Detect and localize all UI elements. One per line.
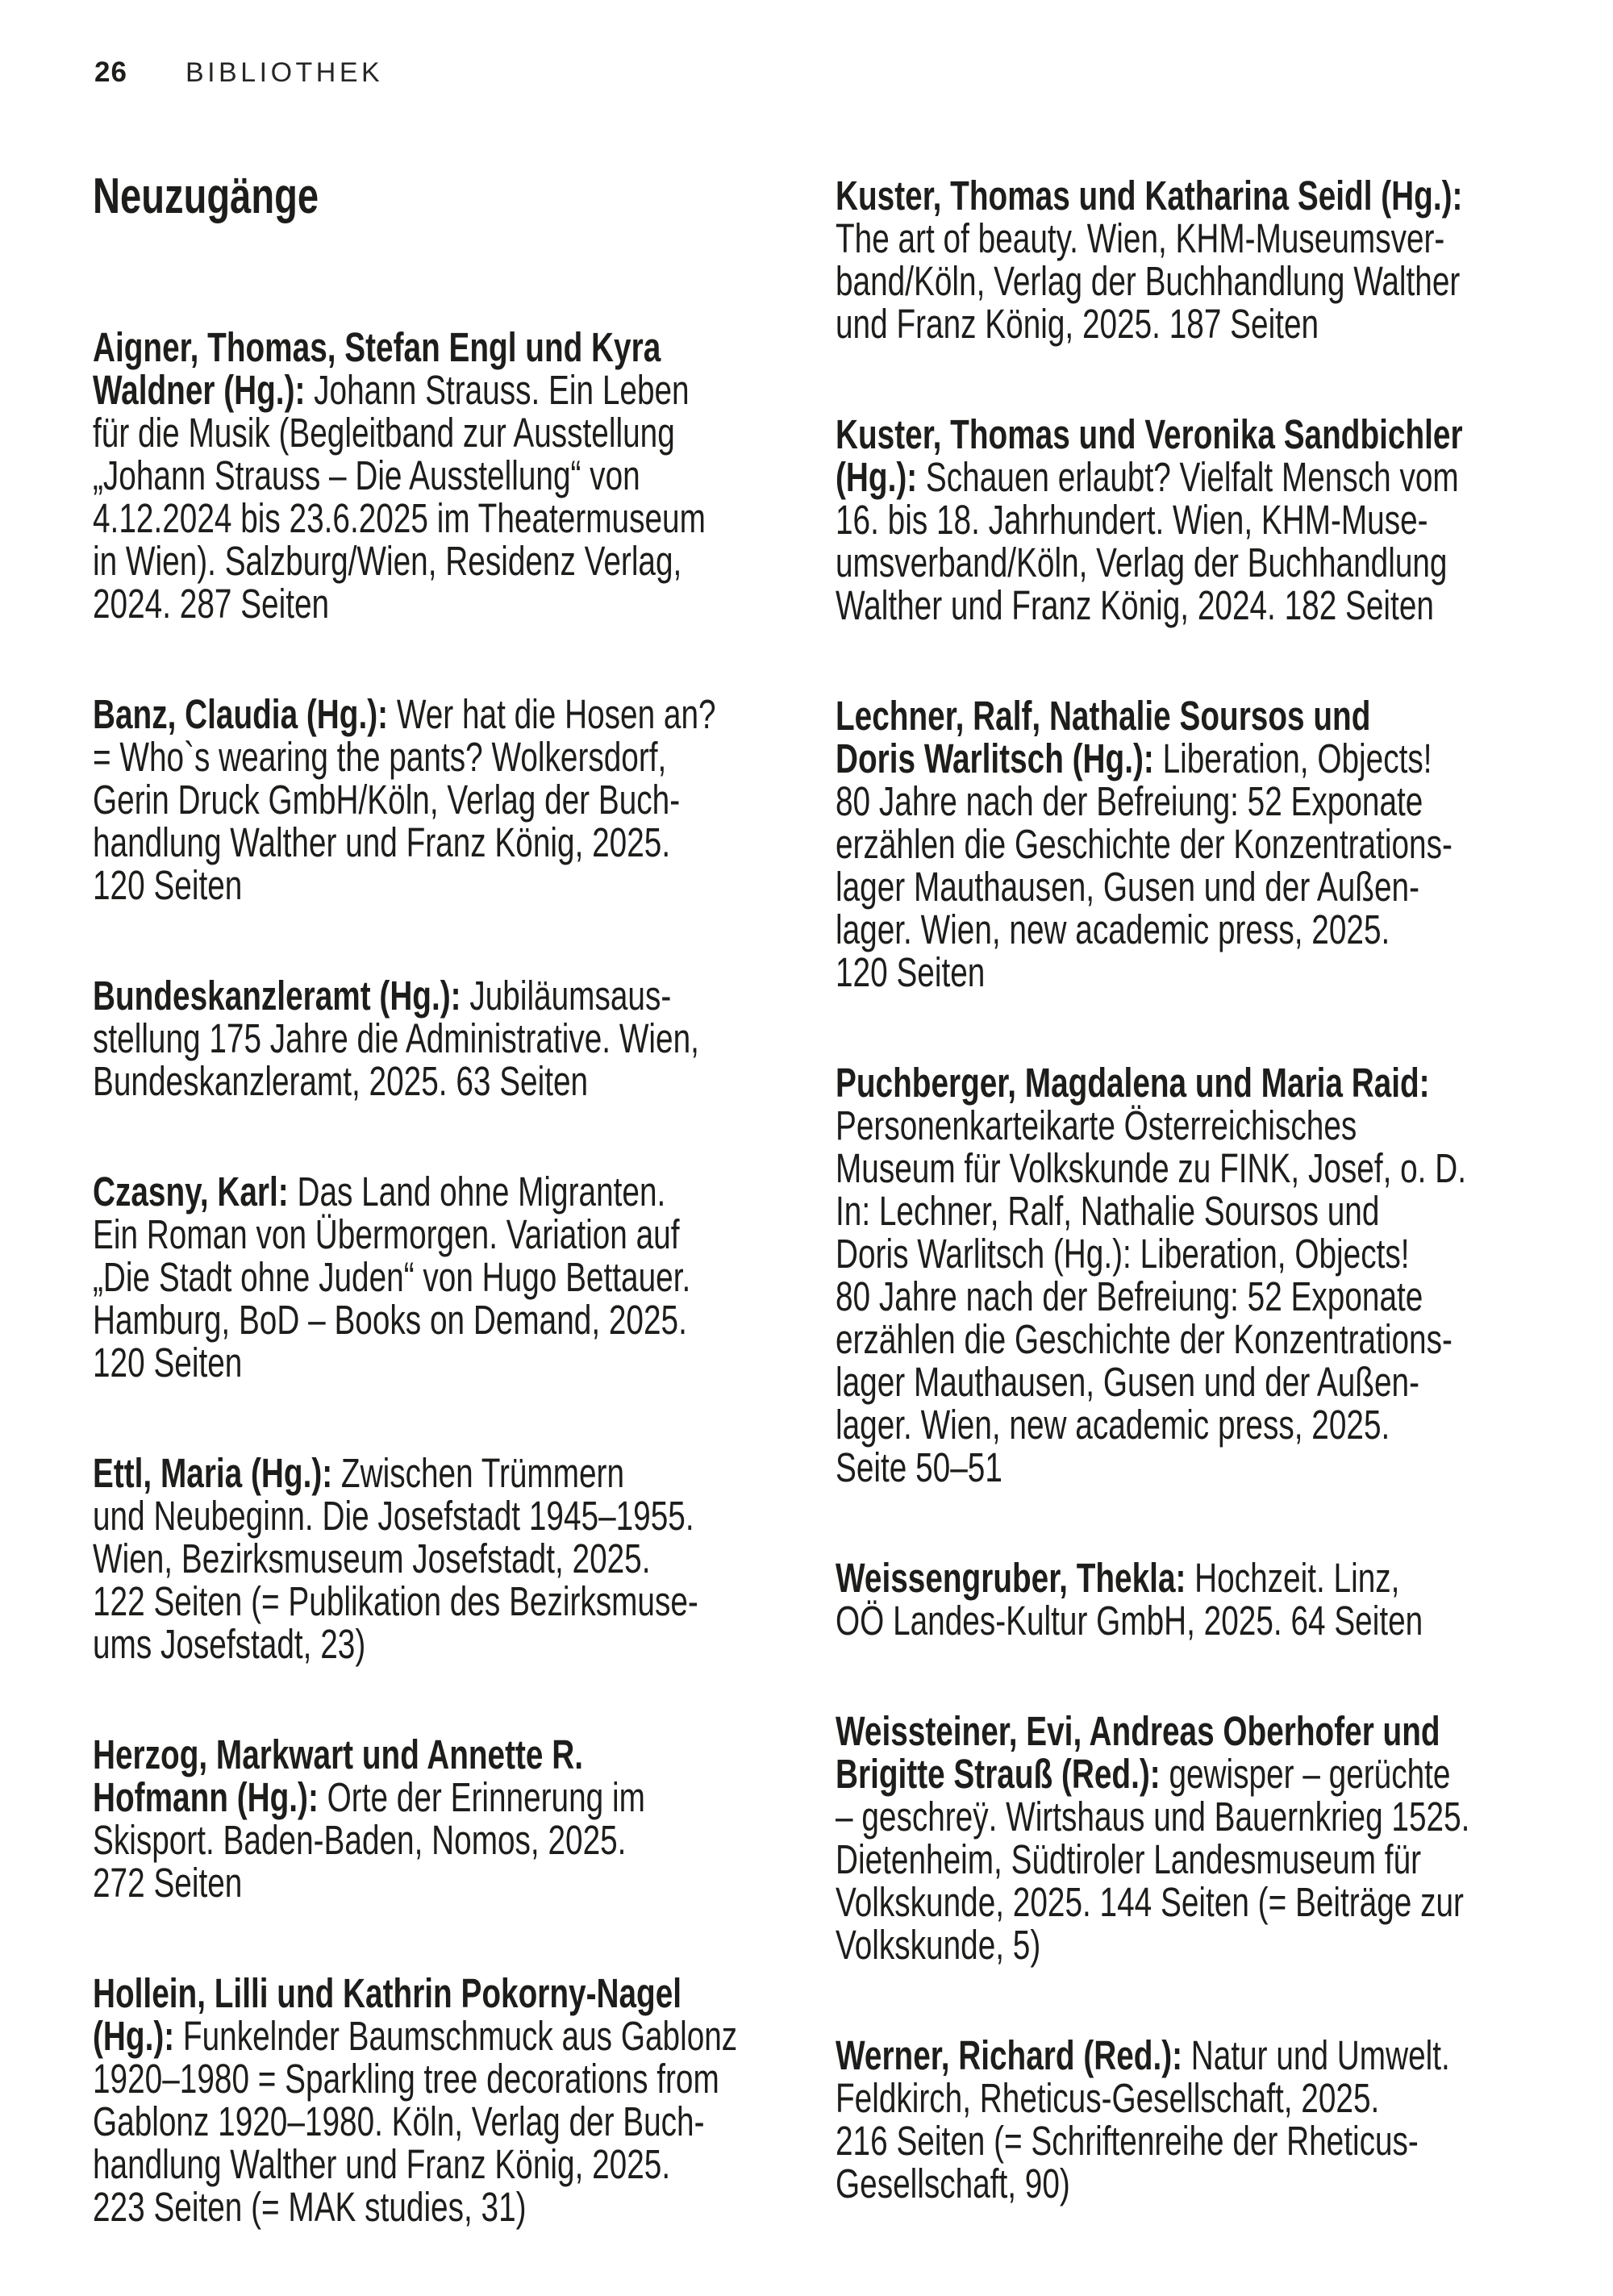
entry-text: Hamburg, BoD – Books on Demand, 2025.	[93, 1297, 687, 1343]
entry-text: Jubiläumsaus-	[469, 973, 672, 1019]
entry-author: Kuster, Thomas und Veronika Sandbichler	[836, 411, 1463, 457]
bibliography-column-left	[93, 171, 816, 2296]
entry-line	[93, 2015, 816, 2057]
entry-line	[836, 1838, 1559, 1881]
entry-text: erzählen die Geschichte der Konzentrations-	[836, 821, 1453, 867]
entry-line	[836, 908, 1559, 951]
entry-line	[836, 302, 1559, 345]
entry-line	[93, 735, 816, 778]
entry-text: und Franz König, 2025. 187 Seiten	[836, 301, 1319, 347]
entry-text: handlung Walther und Franz König, 2025.	[93, 819, 671, 865]
entry-text: Doris Warlitsch (Hg.): Liberation, Objects!	[836, 1231, 1410, 1277]
entry-text: 80 Jahre nach der Befreiung: 52 Exponate	[836, 778, 1423, 824]
bibliography-entry	[93, 1733, 816, 1904]
entry-text: Wer hat die Hosen an?	[396, 691, 716, 737]
entry-text: gewisper – gerüchte	[1169, 1751, 1451, 1797]
entry-text: „Johann Strauss – Die Ausstellung“ von	[93, 452, 640, 498]
entry-text: Gesellschaft, 90)	[836, 2161, 1070, 2206]
entry-line	[93, 1256, 816, 1298]
entry-line	[93, 1733, 816, 1776]
entry-line	[836, 2162, 1559, 2205]
entry-text: ums Josefstadt, 23)	[93, 1621, 366, 1667]
entry-author: Doris Warlitsch (Hg.):	[836, 735, 1163, 781]
entry-text: lager. Wien, new academic press, 2025.	[836, 1402, 1390, 1448]
entry-text: Zwischen Trümmern	[340, 1450, 625, 1496]
entry-author: Aigner, Thomas, Stefan Engl und Kyra	[93, 324, 661, 370]
entry-line	[836, 780, 1559, 823]
bibliography-entry	[836, 1710, 1559, 1966]
entry-line	[836, 1881, 1559, 1923]
entry-text: für die Musik (Begleitband zur Ausstellung	[93, 410, 675, 456]
bibliography-column-right	[836, 174, 1559, 2273]
bibliography-entry	[836, 1556, 1559, 1642]
page-header	[94, 56, 383, 89]
entry-line	[836, 260, 1559, 302]
entry-text: Johann Strauss. Ein Leben	[314, 367, 690, 413]
entry-line	[93, 1623, 816, 1665]
entry-text: 2024. 287 Seiten	[93, 581, 330, 627]
entry-line	[93, 2057, 816, 2100]
entry-text: OÖ Landes-Kultur GmbH, 2025. 64 Seiten	[836, 1598, 1423, 1644]
entry-text: – geschreÿ. Wirtshaus und Bauernkrieg 1525.	[836, 1794, 1470, 1840]
bibliography-entry	[836, 174, 1559, 345]
entry-line	[836, 1361, 1559, 1403]
entry-text: erzählen die Geschichte der Konzentrations-	[836, 1316, 1453, 1362]
entry-text: Natur und Umwelt.	[1190, 2032, 1450, 2078]
bibliography-entry	[836, 694, 1559, 994]
bibliography-entry	[836, 2034, 1559, 2205]
entry-text: 216 Seiten (= Schriftenreihe der Rheticus-	[836, 2118, 1419, 2164]
entry-text: 120 Seiten	[93, 1340, 243, 1386]
entry-line	[836, 1710, 1559, 1752]
bibliography-entry	[93, 974, 816, 1102]
entry-line	[836, 1795, 1559, 1838]
entry-line	[836, 1556, 1559, 1599]
entry-text: Dietenheim, Südtiroler Landesmuseum für	[836, 1836, 1422, 1882]
bibliography-entry	[93, 1972, 816, 2228]
entry-line	[836, 1190, 1559, 1232]
entry-author: Lechner, Ralf, Nathalie Soursos und	[836, 693, 1371, 739]
entry-text: 1920–1980 = Sparkling tree decorations from	[93, 2056, 719, 2102]
entry-text: 122 Seiten (= Publikation des Bezirksmuse-	[93, 1578, 698, 1624]
entry-line	[836, 951, 1559, 994]
entry-text: 223 Seiten (= MAK studies, 31)	[93, 2184, 527, 2230]
entry-line	[836, 1318, 1559, 1361]
entry-line	[93, 582, 816, 625]
entry-line	[93, 693, 816, 735]
entry-author: Hofmann (Hg.):	[93, 1774, 327, 1820]
entry-author: Werner, Richard (Red.):	[836, 2032, 1191, 2078]
entry-text: Schauen erlaubt? Vielfalt Mensch vom	[925, 454, 1459, 500]
entry-text: 120 Seiten	[93, 862, 243, 908]
entry-text: Orte der Erinnerung im	[327, 1774, 645, 1820]
entry-author: Herzog, Markwart und Annette R.	[93, 1731, 584, 1777]
entry-line	[836, 1147, 1559, 1190]
entry-text: The art of beauty. Wien, KHM-Museumsver-	[836, 215, 1445, 261]
entry-text: 272 Seiten	[93, 1860, 243, 1906]
entry-author: Ettl, Maria (Hg.):	[93, 1450, 341, 1496]
entry-line	[836, 1923, 1559, 1966]
entry-author: Kuster, Thomas und Katharina Seidl (Hg.):	[836, 173, 1463, 219]
entry-text: 4.12.2024 bis 23.6.2025 im Theatermuseum	[93, 495, 706, 541]
entry-line	[93, 1341, 816, 1384]
entry-line	[93, 497, 816, 540]
entry-author: Waldner (Hg.):	[93, 367, 315, 413]
entry-text: stellung 175 Jahre die Administrative. Wien,	[93, 1015, 699, 1061]
entries-left	[93, 326, 816, 2228]
entry-text: 120 Seiten	[836, 949, 986, 995]
entry-line	[93, 1060, 816, 1102]
entry-line	[836, 1061, 1559, 1104]
entry-line	[836, 694, 1559, 737]
bibliography-entry	[93, 326, 816, 625]
entry-text: Liberation, Objects!	[1162, 735, 1432, 781]
entry-line	[836, 456, 1559, 498]
entry-text: lager. Wien, new academic press, 2025.	[836, 906, 1390, 952]
entry-author: Banz, Claudia (Hg.):	[93, 691, 397, 737]
entry-line	[836, 865, 1559, 908]
entry-text: = Who`s wearing the pants? Wolkersdorf,	[93, 734, 667, 780]
entry-line	[93, 1213, 816, 1256]
entry-author: Brigitte Strauß (Red.):	[836, 1751, 1169, 1797]
entry-line	[93, 1494, 816, 1537]
section-title: BIBLIOTHEK	[185, 57, 384, 88]
bibliography-entry	[836, 1061, 1559, 1489]
entry-line	[93, 821, 816, 864]
entry-line	[836, 1275, 1559, 1318]
entry-text: Feldkirch, Rheticus-Gesellschaft, 2025.	[836, 2075, 1380, 2121]
page-number: 26	[94, 56, 127, 88]
entry-line	[93, 1170, 816, 1213]
entry-author: Czasny, Karl:	[93, 1169, 298, 1215]
entry-line	[93, 864, 816, 906]
entry-line	[836, 1232, 1559, 1275]
entry-author: Puchberger, Magdalena und Maria Raid:	[836, 1060, 1430, 1106]
entry-line	[836, 217, 1559, 260]
entry-line	[93, 1537, 816, 1580]
entry-line	[836, 498, 1559, 541]
entry-line	[836, 1752, 1559, 1795]
entry-text: „Die Stadt ohne Juden“ von Hugo Bettauer.	[93, 1254, 691, 1300]
entry-line	[93, 1972, 816, 2015]
entry-text: in Wien). Salzburg/Wien, Residenz Verlag,	[93, 538, 682, 584]
entry-text: lager Mauthausen, Gusen und der Außen-	[836, 1359, 1419, 1405]
entry-line	[93, 1819, 816, 1861]
page-heading: Neuzugänge	[93, 169, 319, 224]
entry-author: Weissengruber, Thekla:	[836, 1555, 1195, 1601]
entry-line	[93, 369, 816, 411]
entry-line	[836, 413, 1559, 456]
entry-text: Personenkarteikarte Österreichisches	[836, 1102, 1357, 1148]
entry-text: Volkskunde, 2025. 144 Seiten (= Beiträge zur	[836, 1879, 1464, 1925]
bibliography-entry	[836, 413, 1559, 627]
entry-line	[836, 823, 1559, 865]
entry-text: band/Köln, Verlag der Buchhandlung Walther	[836, 258, 1461, 304]
entry-line	[93, 1580, 816, 1623]
entry-line	[836, 2034, 1559, 2077]
entry-text: lager Mauthausen, Gusen und der Außen-	[836, 864, 1419, 910]
entry-author: Weissteiner, Evi, Andreas Oberhofer und	[836, 1708, 1440, 1754]
entry-text: Funkelnder Baumschmuck aus Gablonz	[182, 2013, 738, 2059]
entry-line	[93, 1861, 816, 1904]
entry-line	[836, 2077, 1559, 2119]
entry-text: Wien, Bezirksmuseum Josefstadt, 2025.	[93, 1536, 651, 1581]
entry-line	[93, 1017, 816, 1060]
entry-text: Das Land ohne Migranten.	[297, 1169, 666, 1215]
entry-line	[836, 1403, 1559, 1446]
entry-line	[93, 2143, 816, 2186]
entry-text: Ein Roman von Übermorgen. Variation auf	[93, 1211, 680, 1257]
bibliography-entry	[93, 1452, 816, 1665]
entry-line	[93, 1776, 816, 1819]
entry-text: Seite 50–51	[836, 1444, 1002, 1490]
entry-line	[836, 584, 1559, 627]
entry-author: (Hg.):	[836, 454, 926, 500]
entry-line	[93, 2186, 816, 2228]
entry-line	[836, 541, 1559, 584]
entry-line	[93, 2100, 816, 2143]
entry-line	[93, 454, 816, 497]
entry-line	[93, 540, 816, 582]
entry-line	[836, 1104, 1559, 1147]
entry-text: Skisport. Baden-Baden, Nomos, 2025.	[93, 1817, 627, 1863]
entry-line	[836, 737, 1559, 780]
entry-line	[93, 411, 816, 454]
entry-author: (Hg.):	[93, 2013, 183, 2059]
entry-line	[93, 1452, 816, 1494]
entry-text: und Neubeginn. Die Josefstadt 1945–1955.	[93, 1493, 694, 1539]
entry-text: handlung Walther und Franz König, 2025.	[93, 2141, 671, 2187]
entry-line	[836, 174, 1559, 217]
entry-text: 16. bis 18. Jahrhundert. Wien, KHM-Muse-	[836, 497, 1428, 543]
entry-text: 80 Jahre nach der Befreiung: 52 Exponate	[836, 1273, 1423, 1319]
entry-text: Hochzeit. Linz,	[1194, 1555, 1400, 1601]
entry-text: Bundeskanzleramt, 2025. 63 Seiten	[93, 1058, 589, 1104]
entry-line	[836, 1599, 1559, 1642]
entry-line	[93, 778, 816, 821]
entry-text: Museum für Volkskunde zu FINK, Josef, o. D.	[836, 1145, 1466, 1191]
entry-text: Gablonz 1920–1980. Köln, Verlag der Buch-	[93, 2098, 705, 2144]
entries-right	[836, 174, 1559, 2205]
entry-author: Bundeskanzleramt (Hg.):	[93, 973, 470, 1019]
entry-line	[93, 326, 816, 369]
entry-text: umsverband/Köln, Verlag der Buchhandlung	[836, 540, 1448, 585]
entry-line	[93, 974, 816, 1017]
entry-text: Walther und Franz König, 2024. 182 Seiten	[836, 582, 1434, 628]
bibliography-entry	[93, 693, 816, 906]
entry-line	[836, 1446, 1559, 1489]
bibliography-entry	[93, 1170, 816, 1384]
entry-author: Hollein, Lilli und Kathrin Pokorny-Nagel	[93, 1970, 682, 2016]
entry-text: Gerin Druck GmbH/Köln, Verlag der Buch-	[93, 777, 681, 823]
entry-line	[836, 2119, 1559, 2162]
entry-line	[93, 1298, 816, 1341]
entry-text: Volkskunde, 5)	[836, 1922, 1041, 1968]
entry-text: In: Lechner, Ralf, Nathalie Soursos und	[836, 1188, 1380, 1234]
